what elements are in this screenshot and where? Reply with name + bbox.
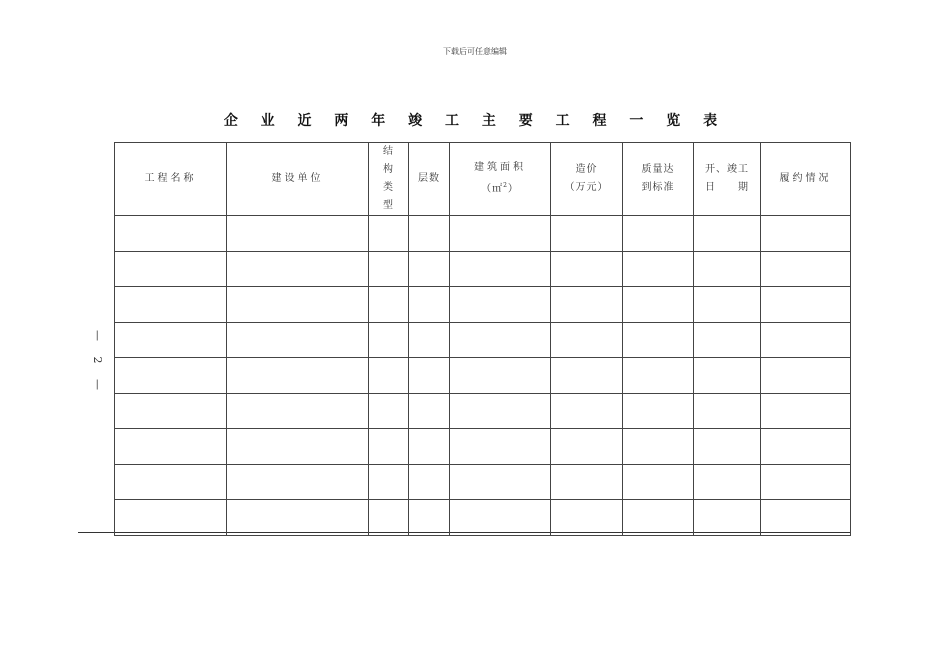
table-cell[interactable] — [623, 216, 694, 252]
table-cell[interactable] — [409, 358, 450, 394]
table-cell[interactable] — [115, 500, 227, 536]
table-cell[interactable] — [227, 393, 369, 429]
table-cell[interactable] — [227, 429, 369, 465]
table-cell[interactable] — [227, 358, 369, 394]
table-row — [115, 429, 851, 465]
table-row — [115, 464, 851, 500]
table-cell[interactable] — [369, 251, 409, 287]
col-dates — [694, 143, 761, 216]
table-row — [115, 251, 851, 287]
table-cell[interactable] — [694, 393, 761, 429]
table-cell[interactable] — [694, 287, 761, 323]
table-cell[interactable] — [551, 216, 623, 252]
table-cell[interactable] — [551, 500, 623, 536]
table-cell[interactable] — [227, 251, 369, 287]
table-cell[interactable] — [369, 393, 409, 429]
table-cell[interactable] — [369, 216, 409, 252]
col-structure-type-char: 构 — [383, 164, 394, 175]
page-title: 企 业 近 两 年 竣 工 主 要 工 程 一 览 表 — [223, 113, 727, 129]
table-cell[interactable] — [450, 216, 551, 252]
col-cost — [551, 143, 623, 216]
table-cell[interactable] — [369, 287, 409, 323]
col-cost-unit: （万元） — [564, 182, 609, 193]
table-cell[interactable] — [694, 251, 761, 287]
col-structure-type-char: 结 — [383, 146, 394, 157]
table-cell[interactable] — [450, 358, 551, 394]
table-cell[interactable] — [694, 429, 761, 465]
col-performance — [761, 143, 851, 216]
table-cell[interactable] — [450, 287, 551, 323]
table-cell[interactable] — [551, 358, 623, 394]
table-cell[interactable] — [623, 500, 694, 536]
table-body — [115, 216, 851, 536]
table-cell[interactable] — [409, 287, 450, 323]
col-project-name-label: 工程名称 — [144, 173, 197, 184]
col-area-label: 建筑面积 — [474, 162, 526, 174]
table-cell[interactable] — [409, 429, 450, 465]
table-cell[interactable] — [551, 464, 623, 500]
col-structure-type — [369, 143, 409, 216]
table-cell[interactable] — [761, 287, 851, 323]
table-cell[interactable] — [115, 216, 227, 252]
table-cell[interactable] — [761, 500, 851, 536]
table-cell[interactable] — [694, 464, 761, 500]
table-cell[interactable] — [623, 393, 694, 429]
table-cell[interactable] — [694, 358, 761, 394]
table-cell[interactable] — [450, 429, 551, 465]
table-cell[interactable] — [450, 322, 551, 358]
table-cell[interactable] — [761, 429, 851, 465]
table-cell[interactable] — [761, 216, 851, 252]
table-cell[interactable] — [115, 429, 227, 465]
col-client-label: 建设单位 — [271, 173, 324, 184]
table-cell[interactable] — [551, 251, 623, 287]
col-area — [450, 143, 551, 216]
table-cell[interactable] — [551, 429, 623, 465]
table-cell[interactable] — [369, 358, 409, 394]
col-client — [227, 143, 369, 216]
col-cost-label: 造价 — [575, 164, 598, 175]
col-dates-label-2: 日 期 — [705, 182, 749, 193]
table-cell[interactable] — [694, 322, 761, 358]
table-cell[interactable] — [409, 322, 450, 358]
col-quality-label-2: 到标准 — [641, 182, 675, 193]
table-cell[interactable] — [761, 251, 851, 287]
table-cell[interactable] — [761, 393, 851, 429]
col-project-name — [115, 143, 227, 216]
table-cell[interactable] — [551, 322, 623, 358]
table-cell[interactable] — [369, 500, 409, 536]
col-structure-type-char: 型 — [383, 200, 394, 211]
page-number: — 2 — — [91, 330, 104, 396]
table-cell[interactable] — [551, 287, 623, 323]
table-cell[interactable] — [761, 358, 851, 394]
header-note: 下载后可任意编辑 — [443, 47, 507, 56]
col-performance-label: 履约情况 — [779, 173, 832, 184]
table-cell[interactable] — [623, 464, 694, 500]
table-cell[interactable] — [409, 500, 450, 536]
table-cell[interactable] — [450, 464, 551, 500]
table-row — [115, 358, 851, 394]
col-floors — [409, 143, 450, 216]
table-cell[interactable] — [369, 464, 409, 500]
col-quality-label-1: 质量达 — [641, 164, 675, 175]
table-cell[interactable] — [409, 216, 450, 252]
table-cell[interactable] — [450, 393, 551, 429]
table-cell[interactable] — [623, 322, 694, 358]
table-row — [115, 322, 851, 358]
table-row — [115, 393, 851, 429]
table-cell[interactable] — [227, 216, 369, 252]
col-structure-type-char: 类 — [383, 182, 394, 193]
col-area-unit-close: ） — [507, 183, 519, 195]
table-cell[interactable] — [115, 322, 227, 358]
table-cell[interactable] — [623, 358, 694, 394]
table-cell[interactable] — [369, 429, 409, 465]
table-cell[interactable] — [450, 500, 551, 536]
table-header-row — [115, 143, 851, 216]
table-cell[interactable] — [115, 358, 227, 394]
table-cell[interactable] — [115, 251, 227, 287]
col-area-unit: （㎡$^2$） — [481, 182, 519, 195]
table-cell[interactable] — [551, 393, 623, 429]
projects-table — [114, 142, 851, 536]
table-cell[interactable] — [623, 429, 694, 465]
table-cell[interactable] — [409, 393, 450, 429]
col-quality — [623, 143, 694, 216]
table-cell[interactable] — [115, 393, 227, 429]
table-cell[interactable] — [409, 464, 450, 500]
table-cell[interactable] — [369, 322, 409, 358]
table-cell[interactable] — [227, 322, 369, 358]
table-row — [115, 500, 851, 536]
table-cell[interactable] — [761, 322, 851, 358]
table-cell[interactable] — [761, 464, 851, 500]
table-cell[interactable] — [409, 251, 450, 287]
table-row — [115, 287, 851, 323]
col-area-unit-open: （㎡ — [481, 183, 504, 195]
table-cell[interactable] — [227, 464, 369, 500]
table-cell[interactable] — [694, 216, 761, 252]
table-row — [115, 216, 851, 252]
table-cell[interactable] — [623, 287, 694, 323]
table-cell[interactable] — [115, 464, 227, 500]
col-floors-label: 层数 — [418, 173, 440, 184]
table-cell[interactable] — [694, 500, 761, 536]
table-cell[interactable] — [450, 251, 551, 287]
table-cell[interactable] — [227, 287, 369, 323]
table-cell[interactable] — [227, 500, 369, 536]
col-dates-label-1: 开、竣工 — [705, 164, 749, 175]
table-cell[interactable] — [115, 287, 227, 323]
table-cell[interactable] — [623, 251, 694, 287]
